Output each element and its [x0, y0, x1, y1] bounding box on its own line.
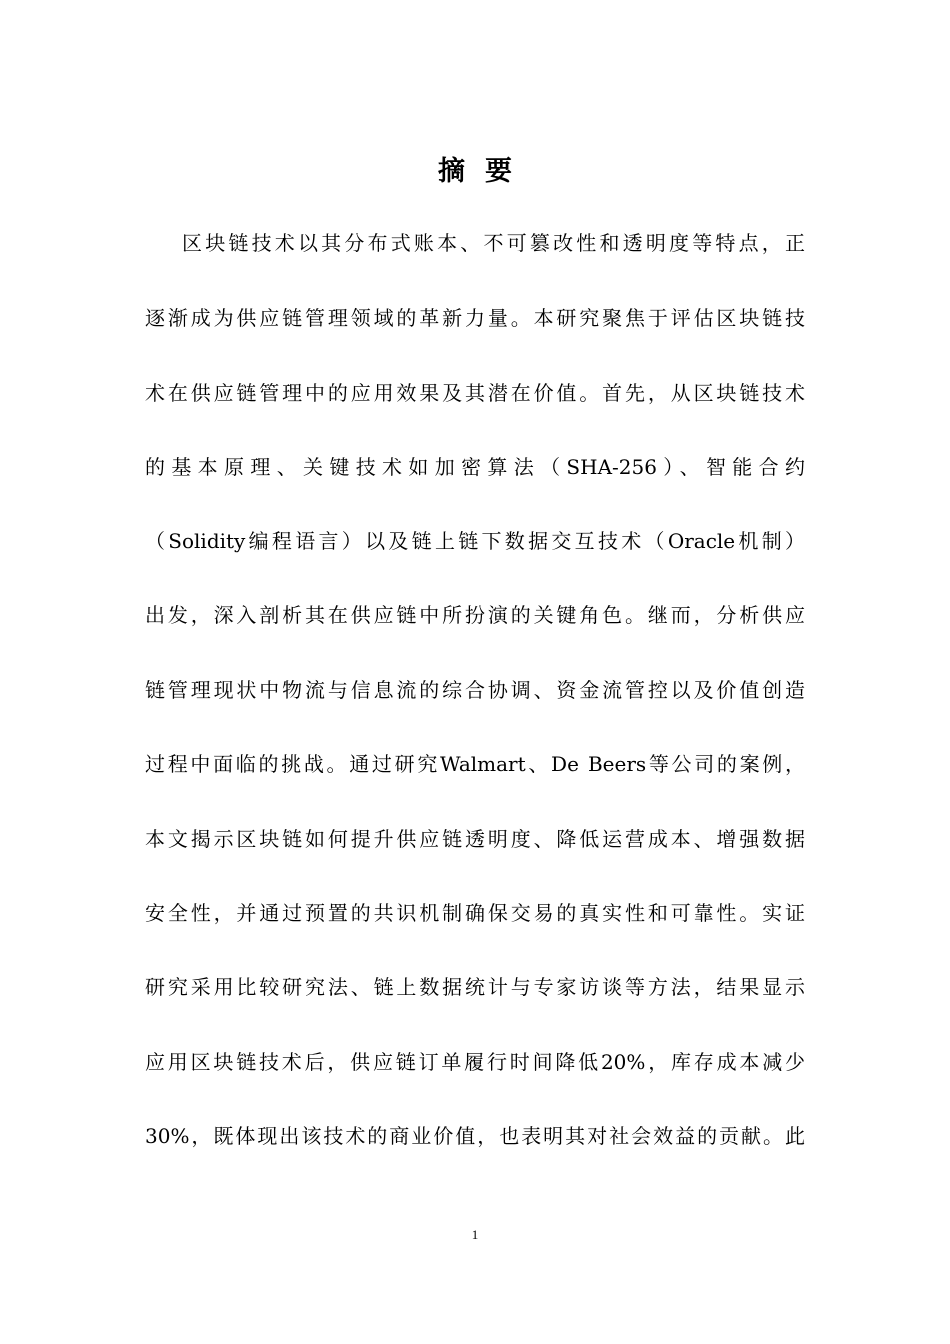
- paragraph-line-6: 出发，深入剖析其在供应链中所扮演的关键角色。继而，分析供应: [145, 603, 805, 627]
- paragraph-line-4: 的基本原理、关键技术如加密算法（SHA-256）、智能合约: [145, 455, 805, 479]
- page-number: 1: [471, 1227, 479, 1242]
- paragraph-line-8: 过程中面临的挑战。通过研究Walmart、De Beers等公司的案例，: [145, 752, 805, 776]
- paragraph-line-1: 区块链技术以其分布式账本、不可篡改性和透明度等特点，正: [182, 231, 805, 255]
- abstract-title: 摘要: [438, 156, 532, 187]
- paragraph-line-11: 研究采用比较研究法、链上数据统计与专家访谈等方法，结果显示: [145, 975, 805, 999]
- paragraph-line-2: 逐渐成为供应链管理领域的革新力量。本研究聚焦于评估区块链技: [145, 306, 805, 330]
- paragraph-line-9: 本文揭示区块链如何提升供应链透明度、降低运营成本、增强数据: [145, 827, 805, 851]
- paragraph-line-12: 应用区块链技术后，供应链订单履行时间降低20%，库存成本减少: [145, 1050, 805, 1074]
- paragraph-line-5: （Solidity编程语言）以及链上链下数据交互技术（Oracle机制）: [145, 529, 805, 553]
- paragraph-line-10: 安全性，并通过预置的共识机制确保交易的真实性和可靠性。实证: [145, 901, 805, 925]
- paragraph-line-13: 30%，既体现出该技术的商业价值，也表明其对社会效益的贡献。此: [145, 1124, 805, 1148]
- paragraph-line-7: 链管理现状中物流与信息流的综合协调、资金流管控以及价值创造: [145, 678, 805, 702]
- paragraph-line-3: 术在供应链管理中的应用效果及其潜在价值。首先，从区块链技术: [145, 381, 805, 405]
